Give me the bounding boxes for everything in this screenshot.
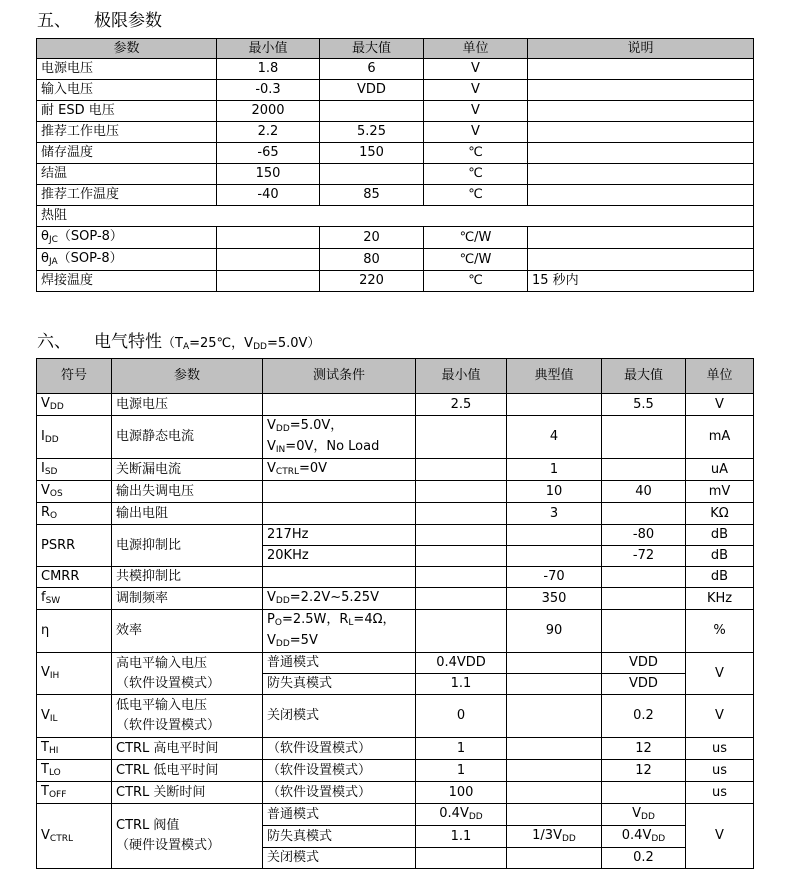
cell-cond [263,416,416,459]
cell-unit: ℃/W [424,227,528,249]
param-line: 低电平输入电压 [116,698,208,713]
cell-note [528,59,754,80]
cell-unit: V [686,394,754,416]
cell-typ [507,738,602,760]
section6-conditions [162,336,320,351]
electrical-characteristics-table [36,358,754,869]
cell-param: 电源抑制比 [112,525,263,567]
cell-param: 效率 [112,610,263,653]
cell-note [528,143,754,164]
cell-cond: 关闭模式 [263,848,416,869]
sym-sub: JA [48,257,58,267]
cond-sub: DD [253,342,267,352]
cell-unit: uA [686,459,754,481]
sym-sub: JC [48,235,58,245]
cell-param [112,804,263,869]
cell-max [602,588,686,610]
cell-param: 储存温度 [37,143,217,164]
cond-text: （T [162,336,183,351]
cell-unit: KHz [686,588,754,610]
sym: T [41,784,49,799]
col-header: 符号 [37,359,112,394]
cell-unit: KΩ [686,503,754,525]
sym-sub: DD [44,434,59,445]
cell-max: -80 [602,525,686,546]
cell-unit: mA [686,416,754,459]
cell-cond: 普通模式 [263,804,416,826]
table-row [37,695,754,738]
cell-unit: dB [686,525,754,546]
cell-symbol [37,588,112,610]
section6-title: 电气特性 [94,332,162,352]
col-header: 说明 [528,39,754,59]
cell-cond: 防失真模式 [263,674,416,695]
cell-min [416,481,507,503]
col-header: 最大值 [602,359,686,394]
cell-min [416,848,507,869]
cell-max [602,826,686,848]
cell-unit: V [686,653,754,695]
cond-sub: DD [275,596,290,606]
cell-max: 0.2 [602,695,686,738]
cell-max: VDD [320,80,424,101]
cell-unit: dB [686,567,754,588]
cell-symbol [37,782,112,804]
cell-typ [507,546,602,567]
cell-min: 1 [416,760,507,782]
cell-typ [507,653,602,674]
sym: V [41,665,50,680]
cond-text: =5.0V， [289,418,344,433]
cell-typ [507,695,602,738]
cell-cond [263,567,416,588]
cell-max: 220 [320,271,424,292]
col-header: 最大值 [320,39,424,59]
cell-unit: V [424,101,528,122]
table-row [37,481,754,503]
cell-max [602,610,686,653]
cell-min [416,459,507,481]
cell-min: 0 [416,695,507,738]
cell-min: -40 [217,185,320,206]
cell-min [416,588,507,610]
cell-max: 150 [320,143,424,164]
cell-param: 输出失调电压 [112,481,263,503]
cell-param: 调制频率 [112,588,263,610]
col-header: 最小值 [416,359,507,394]
cell-symbol [37,738,112,760]
param-line: （硬件设置模式） [116,838,221,853]
cell-max [602,503,686,525]
table-row [37,227,754,249]
cell-param: 焊接温度 [37,271,217,292]
cell-unit: us [686,738,754,760]
cond-sub: IN [275,445,286,455]
cell-max: -72 [602,546,686,567]
cell-symbol [37,481,112,503]
cell-max: 5.25 [320,122,424,143]
cell-unit: % [686,610,754,653]
cell-max: 20 [320,227,424,249]
cell-max [602,459,686,481]
col-header: 最小值 [217,39,320,59]
sym: θ [41,251,49,266]
val-sub: DD [561,834,576,844]
table-row [37,271,754,292]
cond-text: =0V [298,461,328,476]
cell-note [528,249,754,271]
cell-min: 150 [217,164,320,185]
cell-max: 85 [320,185,424,206]
table-row [37,59,754,80]
cell-symbol [37,760,112,782]
cell-max: 12 [602,760,686,782]
cell-min: -0.3 [217,80,320,101]
table-row [37,80,754,101]
col-header: 单位 [424,39,528,59]
cell-symbol: CMRR [37,567,112,588]
sym-sub: SD [44,467,58,477]
cell-max [602,804,686,826]
cell-min [416,567,507,588]
sym-sub: IL [49,713,58,724]
cell-unit: dB [686,546,754,567]
col-header: 参数 [37,39,217,59]
cell-param: 电源电压 [37,59,217,80]
param-line: （软件设置模式） [116,718,221,733]
sym: I [41,461,45,476]
cell-typ: 1 [507,459,602,481]
cond-sub: CTRL [275,467,299,477]
sym: I [41,428,45,444]
table-row [37,249,754,271]
cell-param: 推荐工作温度 [37,185,217,206]
table-row [37,760,754,782]
cell-note: 15 秒内 [528,271,754,292]
col-header: 参数 [112,359,263,394]
cell-min: 2.2 [217,122,320,143]
cell-unit: us [686,760,754,782]
cond-sub: A [182,342,190,352]
cell-cond: （软件设置模式） [263,782,416,804]
cell-param [112,653,263,695]
cell-typ: 350 [507,588,602,610]
cell-max: VDD [602,653,686,674]
table-row [37,185,754,206]
cell-max: 80 [320,249,424,271]
cell-typ [507,674,602,695]
cell-min [416,525,507,546]
cell-cond [263,459,416,481]
cell-max [320,164,424,185]
pkg: （SOP-8） [57,251,123,266]
sym-sub: CTRL [49,833,73,844]
cell-unit: ℃ [424,143,528,164]
cell-min [416,546,507,567]
sym-sub: OS [49,489,63,499]
cell-unit: V [424,122,528,143]
cell-unit: V [686,804,754,869]
cond-text: V [267,439,276,454]
cell-max: 6 [320,59,424,80]
cell-param: CTRL 高电平时间 [112,738,263,760]
cell-typ [507,848,602,869]
cond-sub: O [274,618,282,628]
cell-param: CTRL 关断时间 [112,782,263,804]
cond-sub: DD [275,639,290,649]
cell-symbol [37,804,112,869]
section5-title: 极限参数 [94,11,162,31]
cond-text: P [267,612,275,627]
cell-min [416,804,507,826]
table-row [37,567,754,588]
table-row [37,782,754,804]
thermal-label: 热阻 [37,206,754,227]
cell-symbol [37,503,112,525]
cell-unit: V [424,80,528,101]
sym: V [41,396,50,411]
table-row [37,416,754,459]
param-line: （软件设置模式） [116,675,221,691]
val-text: 0.4V [621,828,652,843]
cell-symbol [37,695,112,738]
col-header: 测试条件 [263,359,416,394]
cell-param: 推荐工作电压 [37,122,217,143]
cell-unit: us [686,782,754,804]
cell-unit: V [686,695,754,738]
sym: V [41,827,50,843]
cell-param: 耐 ESD 电压 [37,101,217,122]
cond-text: V [267,590,276,605]
cell-param: CTRL 低电平时间 [112,760,263,782]
cell-cond: 普通模式 [263,653,416,674]
col-header: 典型值 [507,359,602,394]
param-line: 高电平输入电压 [116,655,208,671]
cond-text: =5.0V） [266,336,321,351]
val-text: 1/3V [532,828,562,843]
sym: T [41,740,49,755]
sym: T [41,762,49,777]
cell-symbol: η [37,610,112,653]
cell-cond: 20KHz [263,546,416,567]
cell-symbol: PSRR [37,525,112,567]
cell-param [37,249,217,271]
cond-text: =4Ω， [353,612,396,627]
val-sub: DD [468,812,483,822]
cell-unit: ℃ [424,164,528,185]
cell-unit: ℃ [424,185,528,206]
val-sub: DD [651,834,666,844]
section6-number: 六、 [37,332,71,352]
cell-min: 1.1 [416,674,507,695]
sym-sub: DD [49,402,64,412]
val-text: 0.4V [439,806,469,821]
cell-max [602,416,686,459]
table-row [37,164,754,185]
sym-sub: OFF [48,790,67,800]
cell-min [217,271,320,292]
table-row [37,525,754,546]
cell-unit: ℃ [424,271,528,292]
cond-text: =25℃，V [189,336,254,351]
table-row [37,503,754,525]
cell-cond [263,481,416,503]
cell-min: 100 [416,782,507,804]
cell-note [528,185,754,206]
table-row [37,122,754,143]
sym-sub: LO [48,768,61,778]
table-row [37,653,754,674]
cond-sub: L [348,618,354,628]
cell-param: 关断漏电流 [112,459,263,481]
cell-param: 结温 [37,164,217,185]
sym: V [41,707,50,723]
sym-sub: O [50,511,58,521]
cell-min [416,416,507,459]
cell-typ: 3 [507,503,602,525]
cell-cond: （软件设置模式） [263,760,416,782]
table-header-row [37,359,754,394]
sym: R [41,505,51,520]
cell-param: 共模抑制比 [112,567,263,588]
table-row [37,143,754,164]
cell-cond: 217Hz [263,525,416,546]
cell-note [528,122,754,143]
cell-typ [507,826,602,848]
cell-typ: 4 [507,416,602,459]
cell-cond [263,394,416,416]
val-sub: DD [641,812,655,822]
cell-param [112,695,263,738]
cell-max [320,101,424,122]
cell-cond: 关闭模式 [263,695,416,738]
cell-unit: mV [686,481,754,503]
cell-min: -65 [217,143,320,164]
cond-text: =2.2V~5.25V [289,590,379,605]
cond-text: =2.5W，R [281,612,349,627]
cell-typ: 90 [507,610,602,653]
table-row [37,101,754,122]
cond-text: =0V，No Load [285,439,380,454]
sym-sub: IH [49,671,60,681]
pkg: （SOP-8） [57,229,123,244]
table-row [37,804,754,826]
cell-max [602,782,686,804]
cell-cond: （软件设置模式） [263,738,416,760]
cell-typ [507,760,602,782]
cell-cond [263,610,416,653]
cell-note [528,101,754,122]
cell-max: 40 [602,481,686,503]
cell-symbol [37,653,112,695]
cell-cond [263,588,416,610]
cell-note [528,80,754,101]
table-row [37,459,754,481]
cell-unit: ℃/W [424,249,528,271]
cell-min: 2.5 [416,394,507,416]
cell-symbol [37,459,112,481]
cell-typ: -70 [507,567,602,588]
sym: V [41,483,50,498]
cell-symbol [37,394,112,416]
sym-sub: HI [48,746,59,756]
table-header-row [37,39,754,59]
cell-max: 0.2 [602,848,686,869]
sym: θ [41,229,49,244]
cell-note [528,164,754,185]
cell-min [416,610,507,653]
sym: f [41,590,46,605]
section5-heading [37,6,162,31]
table-row [37,588,754,610]
cond-text: V [267,418,276,433]
cell-cond [263,503,416,525]
cell-min: 1.8 [217,59,320,80]
cell-symbol [37,416,112,459]
table-row [37,394,754,416]
cell-min [217,227,320,249]
cell-typ [507,525,602,546]
cell-max: 12 [602,738,686,760]
cell-min: 0.4VDD [416,653,507,674]
cell-typ [507,804,602,826]
cell-note [528,227,754,249]
sym-sub: SW [45,596,61,606]
section6-heading [37,327,320,352]
cond-sub: DD [275,424,290,434]
cell-max: VDD [602,674,686,695]
table-row-thermal-label [37,206,754,227]
cell-cond: 防失真模式 [263,826,416,848]
cell-param: 输出电阻 [112,503,263,525]
cond-text: V [267,461,276,476]
table-row [37,610,754,653]
cell-param: 电源电压 [112,394,263,416]
cell-min: 2000 [217,101,320,122]
cond-text: =5V [289,633,318,648]
param-line: CTRL 阀值 [116,818,180,833]
cell-unit: V [424,59,528,80]
cell-max [602,567,686,588]
cell-min: 1 [416,738,507,760]
cell-min [416,503,507,525]
cell-typ [507,782,602,804]
val-text: V [632,806,642,821]
cond-text: V [267,633,276,648]
cell-min [217,249,320,271]
cell-typ: 10 [507,481,602,503]
cell-param: 输入电压 [37,80,217,101]
cell-param [37,227,217,249]
section5-number: 五、 [37,11,71,31]
col-header: 单位 [686,359,754,394]
table-row [37,738,754,760]
absolute-max-table [36,38,754,292]
cell-min: 1.1 [416,826,507,848]
cell-param: 电源静态电流 [112,416,263,459]
cell-typ [507,394,602,416]
cell-max: 5.5 [602,394,686,416]
